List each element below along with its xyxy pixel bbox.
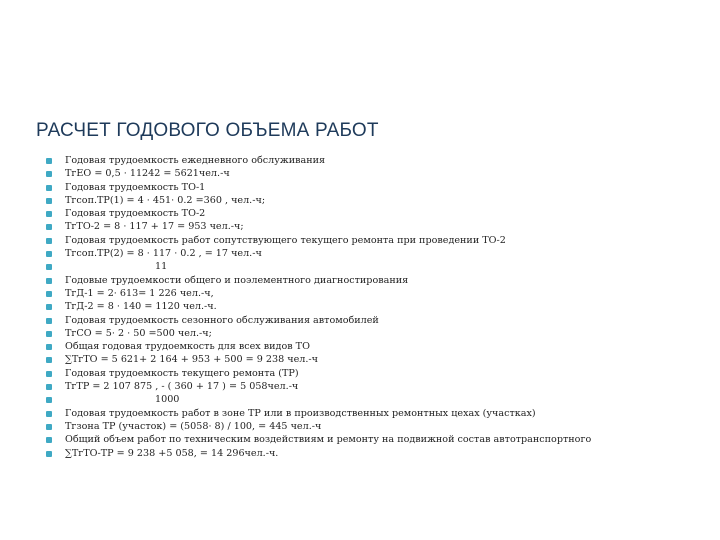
list-item: [46, 220, 591, 233]
list-item: [46, 367, 591, 380]
bullet-icon: [46, 264, 52, 270]
list-item-text: ∑ТгТО-ТР = 9 238 +5 058, = 14 296чел.-ч.: [65, 447, 279, 459]
bullet-icon: [46, 397, 52, 403]
list-item-text: Годовая трудоемкость ТО-2: [65, 208, 206, 220]
bullet-icon: [46, 411, 52, 417]
list-item-text: 1000: [155, 394, 180, 406]
list-item: [46, 234, 591, 247]
bullet-icon: [46, 371, 52, 377]
list-item: [46, 327, 591, 340]
content-list: [46, 154, 591, 460]
list-item: [46, 247, 591, 260]
list-item-text: ТгСО = 5· 2 · 50 =500 чел.-ч;: [65, 327, 212, 339]
bullet-icon: [46, 384, 52, 390]
bullet-icon: [46, 424, 52, 430]
list-item-text: Годовая трудоемкость ежедневного обслуживания: [65, 155, 326, 166]
list-item-text: Общая годовая трудоемкость для всех видов ТО: [65, 341, 310, 353]
list-item: [46, 167, 591, 180]
list-item: [46, 260, 591, 273]
list-item: [46, 154, 591, 167]
bullet-icon: [46, 451, 52, 457]
bullet-icon: [46, 344, 52, 350]
list-item-text: Тгзона ТР (участок) = (5058· 8) / 100, = 445 чел.-ч: [65, 420, 322, 432]
list-item-text: Годовая трудоемкость текущего ремонта (ТР): [65, 367, 299, 379]
list-item: [46, 194, 591, 207]
list-item-text: Годовая трудоемкость сезонного обслуживания автомобилей: [65, 314, 379, 326]
list-item: [46, 447, 591, 460]
list-item-text: ТгД-2 = 8 · 140 = 1120 чел.-ч.: [65, 301, 217, 313]
list-item: [46, 207, 591, 220]
slide-title: РАСЧЕТ ГОДОВОГО ОБЪЕМА РАБОТ: [36, 120, 379, 141]
list-item-text: 11: [155, 261, 168, 273]
bullet-icon: [46, 437, 52, 443]
list-item-text: Годовая трудоемкость работ сопутствующего текущего ремонта при проведении ТО-2: [65, 234, 506, 246]
list-item-text: Тгсоп.ТР(2) = 8 · 117 · 0.2 , = 17 чел.-ч: [65, 248, 262, 260]
list-item-text: ТгЕО = 0,5 · 11242 = 5621чел.-ч: [65, 168, 230, 180]
list-item: [46, 433, 591, 446]
list-item-text: Общий объем работ по техническим воздействиям и ремонту на подвижной состав автотранспортного: [65, 434, 592, 446]
list-item-text: ТгД-1 = 2· 613= 1 226 чел.-ч,: [65, 287, 214, 299]
list-item: [46, 300, 591, 313]
list-item-text: Годовая трудоемкость ТО-1: [65, 181, 206, 193]
bullet-icon: [46, 224, 52, 230]
bullet-icon: [46, 291, 52, 297]
list-item: [46, 314, 591, 327]
bullet-icon: [46, 198, 52, 204]
bullet-icon: [46, 158, 52, 164]
bullet-icon: [46, 318, 52, 324]
bullet-icon: [46, 171, 52, 177]
list-item-text: Годовые трудоемкости общего и поэлементного диагностирования: [65, 274, 409, 286]
list-item: [46, 407, 591, 420]
list-item: [46, 420, 591, 433]
list-item: [46, 380, 591, 393]
bullet-icon: [46, 211, 52, 217]
list-item: [46, 353, 591, 366]
bullet-icon: [46, 357, 52, 363]
list-item: [46, 287, 591, 300]
list-item: [46, 393, 591, 406]
bullet-icon: [46, 304, 52, 310]
list-item-text: ТгТР = 2 107 875 , - ( 360 + 17 ) = 5 058чел.-ч: [65, 381, 299, 393]
list-item-text: Тгсоп.ТР(1) = 4 · 451· 0.2 =360 , чел.-ч;: [65, 194, 266, 206]
list-item-text: ТгТО-2 = 8 · 117 + 17 = 953 чел.-ч;: [65, 221, 244, 233]
bullet-icon: [46, 251, 52, 257]
bullet-icon: [46, 238, 52, 244]
list-item: [46, 274, 591, 287]
list-item-text: ∑ТгТО = 5 621+ 2 164 + 953 + 500 = 9 238 чел.-ч: [65, 354, 318, 366]
list-item-text: Годовая трудоемкость работ в зоне ТР или в производственных ремонтных цехах (участках): [65, 407, 536, 419]
list-item: [46, 181, 591, 194]
bullet-icon: [46, 331, 52, 337]
bullet-icon: [46, 185, 52, 191]
list-item: [46, 340, 591, 353]
bullet-icon: [46, 278, 52, 284]
